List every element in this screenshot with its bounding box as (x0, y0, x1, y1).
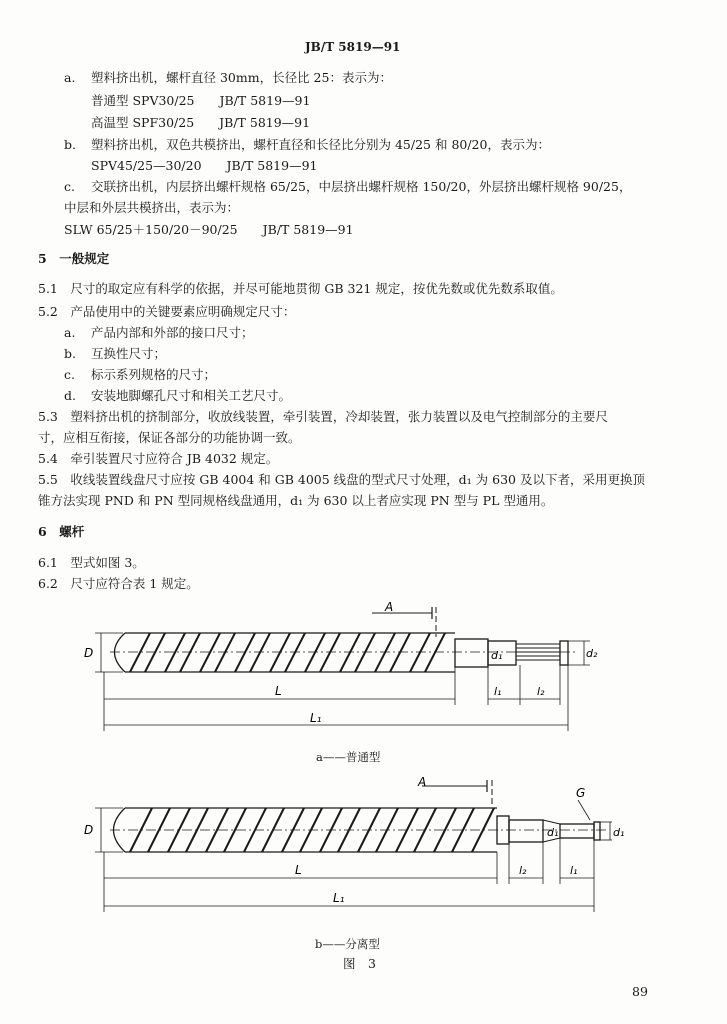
section-heading: 6 螺杆 (38, 524, 85, 539)
dimension-label: d₁ (491, 649, 503, 662)
paragraph: 6.2 尺寸应符合表 1 规定。 (38, 576, 199, 591)
paragraph: 5.5 收线装置线盘尺寸应按 GB 4004 和 GB 4005 线盘的型式尺寸处理，d₁ 为 630 及以下者，采用更换顶 (38, 472, 645, 487)
dimension-label: D (84, 823, 94, 837)
dimension-label: L₁ (333, 891, 345, 905)
dimension-label: L (295, 863, 302, 877)
list-marker: b. (64, 137, 76, 152)
dimension-label: l₂ (537, 685, 545, 698)
paragraph: 交联挤出机，内层挤出螺杆规格 65/25，中层挤出螺杆规格 150/20，外层挤出螺杆规格 90/25， (91, 179, 632, 194)
figure-caption: a——普通型 (316, 750, 381, 764)
paragraph: 塑料挤出机，螺杆直径 30mm，长径比 25：表示为： (91, 70, 392, 85)
designation-line: SPV45/25—30/20 JB/T 5819—91 (91, 158, 318, 173)
dimension-label: D (84, 646, 94, 660)
screw-drawing-standard (0, 595, 727, 770)
paragraph: 锥方法实现 PND 和 PN 型同规格线盘通用，d₁ 为 630 以上者应实现 PN 型与 PL 型通用。 (38, 493, 554, 508)
paragraph: 5.1 尺寸的取定应有科学的依据，并尽可能地贯彻 GB 321 规定，按优先数或优先数系取值。 (38, 281, 563, 296)
list-marker: d. (64, 388, 76, 403)
list-item: 安装地脚螺孔尺寸和相关工艺尺寸。 (91, 388, 292, 403)
dimension-label: L (275, 684, 282, 698)
dimension-label: d₁ (547, 826, 559, 839)
dimension-label: l₁ (570, 864, 578, 877)
list-item: 产品内部和外部的接口尺寸； (91, 325, 254, 340)
paragraph: 6.1 型式如图 3。 (38, 555, 145, 570)
screw-drawing-separated (0, 772, 727, 932)
section-heading: 5 一般规定 (38, 251, 110, 266)
list-marker: c. (64, 367, 75, 382)
list-marker: a. (64, 70, 76, 85)
figure-caption: b——分离型 (315, 937, 380, 951)
document-header: JB/T 5819—91 (305, 40, 401, 54)
figure-title: 图 3 (343, 956, 376, 971)
dimension-label: d₁ (613, 826, 625, 839)
list-marker: b. (64, 346, 76, 361)
section-label: A (385, 600, 394, 614)
paragraph: 中层和外层共模挤出，表示为： (64, 200, 240, 215)
thread-label: G (576, 786, 586, 800)
dimension-label: l₂ (519, 864, 527, 877)
list-item: 互换性尺寸； (91, 346, 167, 361)
dimension-label: L₁ (310, 711, 322, 725)
list-marker: a. (64, 325, 76, 340)
dimension-label: l₁ (494, 685, 502, 698)
designation-line: SLW 65/25＋150/20－90/25 JB/T 5819—91 (64, 222, 354, 237)
paragraph: 塑料挤出机，双色共模挤出，螺杆直径和长径比分别为 45/25 和 80/20，表示为： (91, 137, 550, 152)
list-marker: c. (64, 179, 75, 194)
paragraph: 5.3 塑料挤出机的挤制部分，收放线装置，牵引装置，冷却装置，张力装置以及电气控制部分的主要尺 (38, 409, 608, 424)
paragraph: 寸，应相互衔接，保证各部分的功能协调一致。 (38, 430, 301, 445)
designation-line: 高温型 SPF30/25 JB/T 5819—91 (91, 115, 311, 130)
designation-line: 普通型 SPV30/25 JB/T 5819—91 (91, 93, 311, 108)
list-item: 标示系列规格的尺寸； (91, 367, 217, 382)
dimension-label: d₂ (586, 647, 598, 660)
page-number: 89 (632, 984, 648, 999)
section-label: A (418, 775, 427, 789)
paragraph: 5.4 牵引装置尺寸应符合 JB 4032 规定。 (38, 451, 279, 466)
paragraph: 5.2 产品使用中的关键要素应明确规定尺寸： (38, 304, 296, 319)
